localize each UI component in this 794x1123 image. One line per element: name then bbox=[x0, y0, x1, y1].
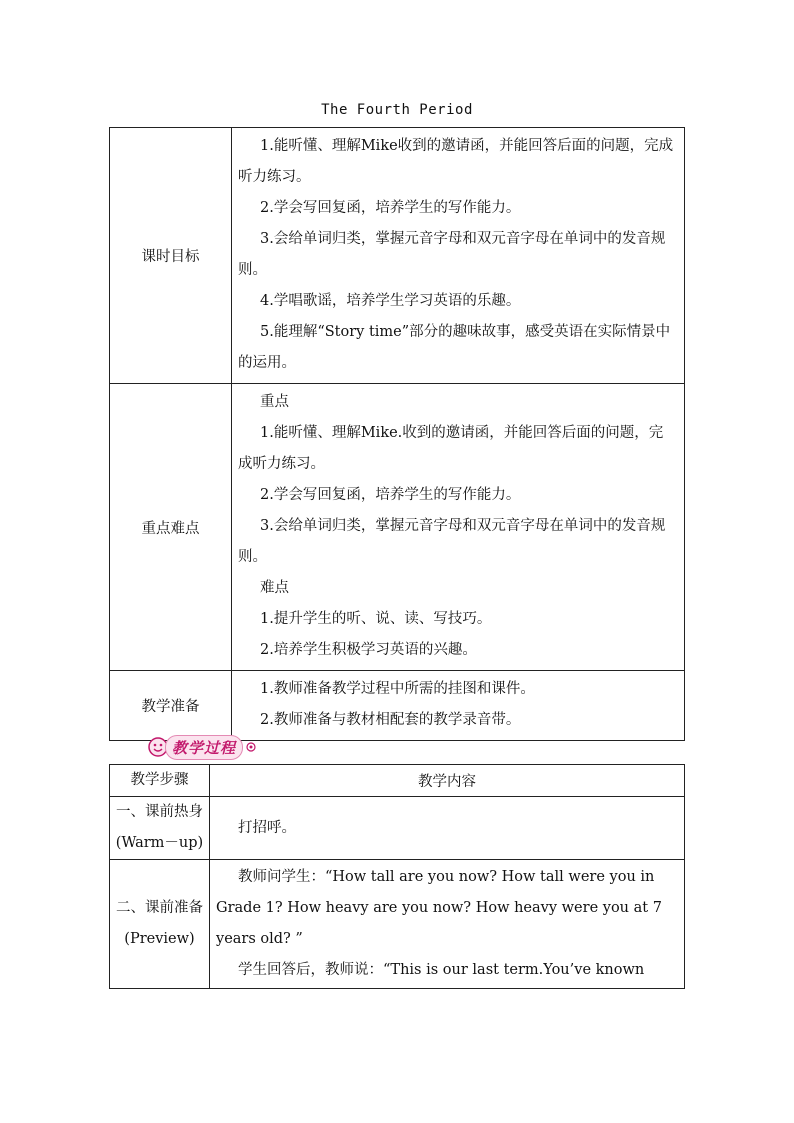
teaching-process-banner bbox=[147, 734, 256, 760]
key-points-content bbox=[232, 384, 685, 671]
banner-text: 教学过程 bbox=[165, 735, 243, 760]
flower-dot-icon bbox=[246, 742, 256, 752]
preparation-row bbox=[110, 671, 685, 741]
goal-line: 4.学唱歌谣，培养学生学习英语的乐趣。 bbox=[260, 293, 521, 309]
key-points-row bbox=[110, 384, 685, 671]
table-row bbox=[110, 860, 685, 989]
page-title: The Fourth Period bbox=[321, 102, 473, 118]
key-point-line: 3.会给单词归类，掌握元音字母和双元音字母在单词中的发音规则。 bbox=[238, 518, 666, 565]
teaching-process-table bbox=[109, 764, 685, 989]
goals-content bbox=[232, 128, 685, 384]
key-point-line: 2.学会写回复函，培养学生的写作能力。 bbox=[260, 487, 521, 503]
preparation-label: 教学准备 bbox=[110, 671, 232, 741]
goals-label: 课时目标 bbox=[110, 128, 232, 384]
step-cell: 一、课前热身(Warm－up) bbox=[110, 797, 210, 860]
content-line: 打招呼。 bbox=[238, 819, 296, 836]
table-row bbox=[110, 797, 685, 860]
step-cell: 二、课前准备(Preview) bbox=[110, 860, 210, 989]
step-header: 教学步骤 bbox=[110, 765, 210, 797]
key-point-heading: 重点 bbox=[260, 394, 289, 410]
content-line: 教师问学生：“How tall are you now? How tall were you in Grade 1? How heavy are you now? How heavy were you at 7 years old? ” bbox=[216, 869, 662, 947]
key-point-line: 1.能听懂、理解Mike.收到的邀请函，并能回答后面的问题，完成听力练习。 bbox=[238, 425, 664, 472]
key-points-label: 重点难点 bbox=[110, 384, 232, 671]
goal-line: 2.学会写回复函，培养学生的写作能力。 bbox=[260, 200, 521, 216]
difficulty-line: 2.培养学生积极学习英语的兴趣。 bbox=[260, 642, 477, 658]
difficulty-heading: 难点 bbox=[260, 580, 289, 596]
preparation-line: 1.教师准备教学过程中所需的挂图和课件。 bbox=[260, 681, 535, 697]
table-header-row bbox=[110, 765, 685, 797]
preparation-line: 2.教师准备与教材相配套的教学录音带。 bbox=[260, 712, 521, 728]
difficulty-line: 1.提升学生的听、说、读、写技巧。 bbox=[260, 611, 492, 627]
goals-row bbox=[110, 128, 685, 384]
lesson-info-table bbox=[109, 127, 685, 741]
goal-line: 3.会给单词归类，掌握元音字母和双元音字母在单词中的发音规则。 bbox=[238, 231, 666, 278]
content-header: 教学内容 bbox=[210, 765, 685, 797]
goal-line: 1.能听懂、理解Mike收到的邀请函，并能回答后面的问题，完成听力练习。 bbox=[238, 138, 674, 185]
content-line: 学生回答后，教师说：“This is our last term.You’ve known bbox=[238, 962, 645, 978]
goal-line: 5.能理解“Story time”部分的趣味故事，感受英语在实际情景中的运用。 bbox=[238, 324, 671, 371]
preparation-content bbox=[232, 671, 685, 741]
content-cell bbox=[210, 797, 685, 860]
content-cell bbox=[210, 860, 685, 989]
